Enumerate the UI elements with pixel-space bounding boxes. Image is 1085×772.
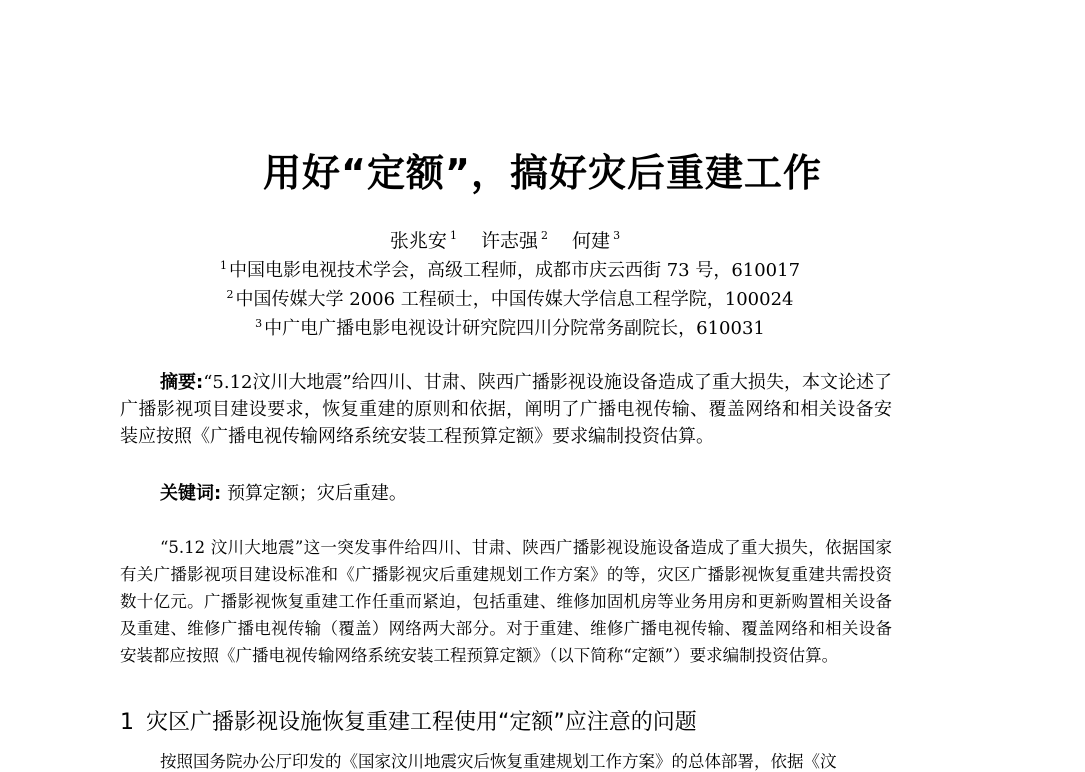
keywords: [160, 479, 407, 505]
author-1-sup: 1: [449, 229, 457, 242]
author-2: [481, 230, 548, 252]
author-3: [572, 230, 620, 252]
section-number: 1: [120, 710, 134, 735]
paper-title: 用好“定额”，搞好灾后重建工作: [263, 151, 822, 195]
affiliation-2-sup: 2: [226, 288, 234, 301]
affiliation-1: [0, 256, 1020, 282]
author-2-sup: 2: [541, 229, 548, 242]
affiliation-2: [0, 285, 1020, 311]
abstract: [120, 369, 892, 450]
author-1: [390, 230, 457, 252]
abstract-text: “5.12汶川大地震”给四川、甘肃、陕西广播影视设施设备造成了重大损失，本文论述了广播影视项目建设要求，恢复重建的原则和依据，阐明了广播电视传输、覆盖网络和相关设备安装应按照《广播电视传输网络系统安装工程预算定额》要求编制投资估算。: [120, 372, 892, 447]
affiliation-1-text: 中国电影电视技术学会，高级工程师，成都市庆云西街 73 号，610017: [228, 260, 801, 281]
author-list: [0, 226, 1010, 253]
truncated-paragraph-line: 按照国务院办公厅印发的《国家汶川地震灾后恢复重建规划工作方案》的总体部署，依据《汶: [160, 752, 837, 771]
abstract-label: 摘要:: [160, 372, 204, 393]
affiliation-2-text: 中国传媒大学 2006 工程硕士，中国传媒大学信息工程学院，100024: [235, 289, 794, 310]
affiliation-3: [0, 314, 1020, 340]
affiliation-3-sup: 3: [255, 317, 263, 330]
keywords-text: 预算定额；灾后重建。: [226, 483, 407, 504]
affiliation-3-text: 中广电广播电影电视设计研究院四川分院常务副院长，610031: [264, 318, 765, 339]
section-heading: [120, 705, 697, 736]
author-3-name: 何建: [572, 230, 611, 252]
author-3-sup: 3: [613, 229, 621, 242]
author-1-name: 张兆安: [389, 230, 447, 252]
intro-paragraph: “5.12 汶川大地震”这一突发事件给四川、甘肃、陕西广播影视设施设备造成了重大损失，依据国家有关广播影视项目建设标准和《广播影视灾后重建规划工作方案》的等，灾区广播影视恢复重建共需投资数十亿元。广播影视恢复重建工作任重而紧迫，包括重建、维修加固机房等业务用房和更新购置相关设备及重建、维修广播电视传输（覆盖）网络两大部分。对于重建、维修广播电视传输、覆盖网络和相关设备安装都应按照《广播电视传输网络系统安装工程预算定额》（以下简称“定额”）要求编制投资估算。: [120, 538, 892, 665]
keywords-label: 关键词:: [160, 483, 222, 504]
section-title: 灾区广播影视设施恢复重建工程使用“定额”应注意的问题: [146, 710, 697, 735]
affiliation-1-sup: 1: [219, 259, 227, 272]
author-2-name: 许志强: [480, 230, 538, 252]
